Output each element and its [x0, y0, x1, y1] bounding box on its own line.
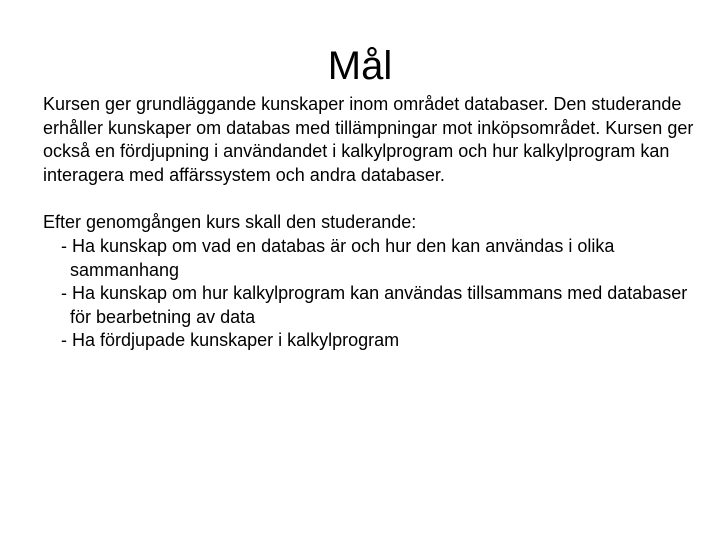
- intro-paragraph: Kursen ger grundläggande kunskaper inom området databaser. Den studerande erhåller kunskaper om databas med tillämpningar mot inköpsområdet. Kursen ger också en fördjupning i användandet i kalkylprogram och hur kalkylprogram kan interagera med affärssystem och andra databaser.: [43, 94, 694, 185]
- goal-item: - Ha fördjupade kunskaper i kalkylprogram: [61, 330, 400, 351]
- goals-intro: Efter genomgången kurs skall den studerande:: [43, 212, 417, 233]
- slide-body: [43, 93, 703, 353]
- goal-item: - Ha kunskap om vad en databas är och hur den kan användas i olika sammanhang: [61, 235, 615, 280]
- goal-list: [43, 235, 703, 353]
- slide-title: Mål: [327, 44, 393, 88]
- goal-item: - Ha kunskap om hur kalkylprogram kan användas tillsammans med databaser för bearbetning av data: [61, 283, 688, 327]
